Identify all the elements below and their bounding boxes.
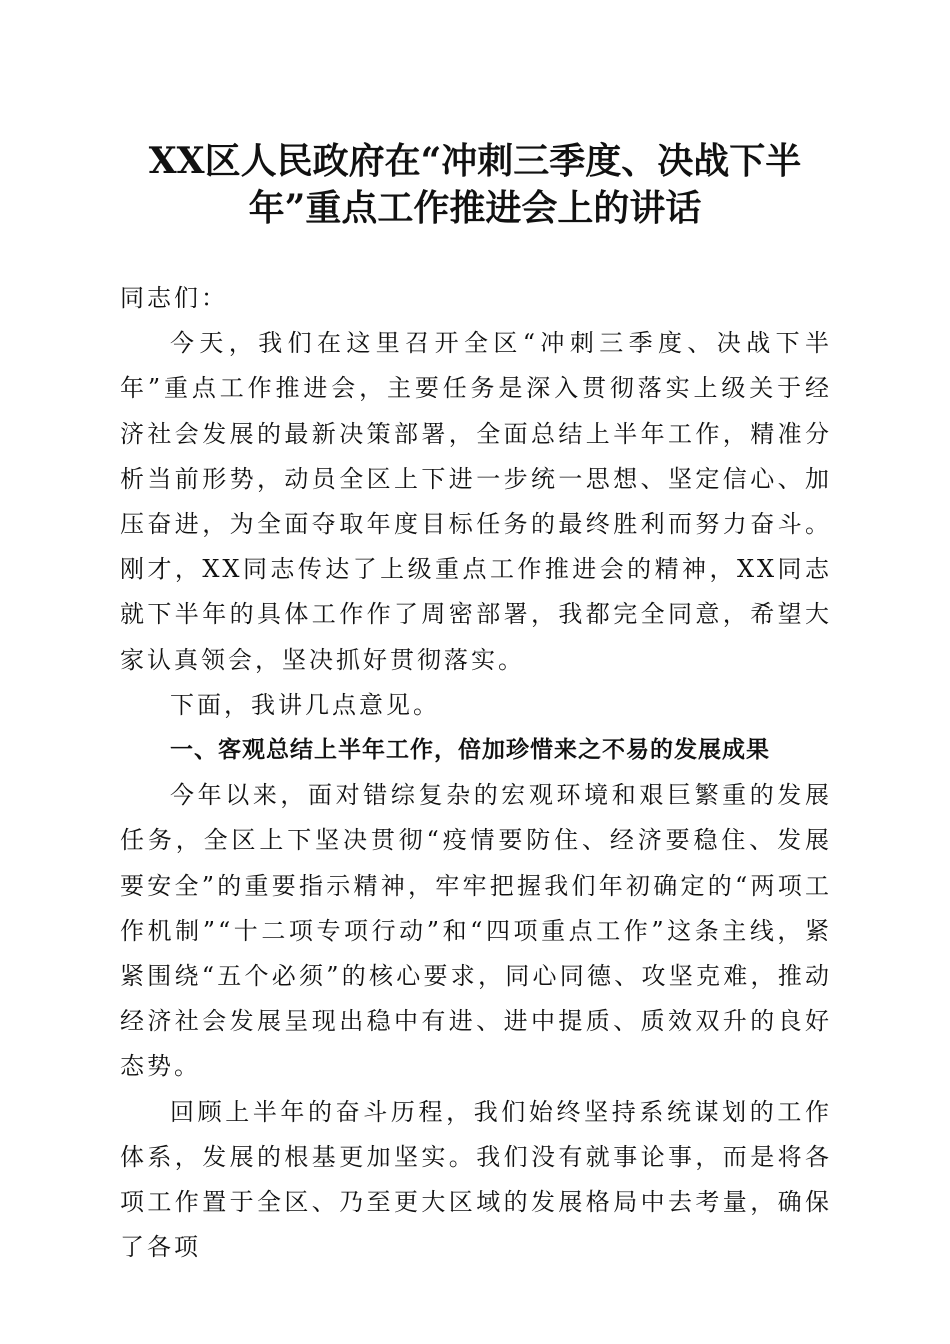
document-title bbox=[100, 138, 850, 232]
section-paragraph: 回顾上半年的奋斗历程，我们始终坚持系统谋划的工作体系，发展的根基更加坚实。我们没有就事论事，而是将各项工作置于全区、乃至更大区域的发展格局中去考量，确保了各项 bbox=[120, 1097, 832, 1262]
section-heading: 一、客观总结上半年工作，倍加珍惜来之不易的发展成果 bbox=[170, 737, 770, 764]
transition-paragraph: 下面，我讲几点意见。 bbox=[170, 690, 440, 719]
section-paragraph: 今年以来，面对错综复杂的宏观环境和艰巨繁重的发展任务，全区上下坚决贯彻“疫情要防住、经济要稳住、发展要安全”的重要指示精神，牢牢把握我们年初确定的“两项工作机制”“十二项专项行动”和“四项重点工作”这条主线，紧紧围绕“五个必须”的核心要求，同心同德、攻坚克难，推动经济社会发展呈现出稳中有进、进中提质、质效双升的良好态势。 bbox=[120, 781, 832, 1081]
intro-paragraph: 今天，我们在这里召开全区“冲刺三季度、决战下半年”重点工作推进会，主要任务是深入贯彻落实上级关于经济社会发展的最新决策部署，全面总结上半年工作，精准分析当前形势，动员全区上下进一步统一思想、坚定信心、加压奋进，为全面夺取年度目标任务的最终胜利而努力奋斗。刚才，XX同志传达了上级重点工作推进会的精神，XX同志就下半年的具体工作作了周密部署，我都完全同意，希望大家认真领会，坚决抓好贯彻落实。 bbox=[120, 329, 832, 674]
title-line-2: 年”重点工作推进会上的讲话 bbox=[248, 187, 702, 229]
title-line-1: XX区人民政府在“冲刺三季度、决战下半 bbox=[148, 140, 802, 182]
document-body bbox=[120, 276, 832, 1270]
salutation: 同志们： bbox=[120, 284, 228, 312]
